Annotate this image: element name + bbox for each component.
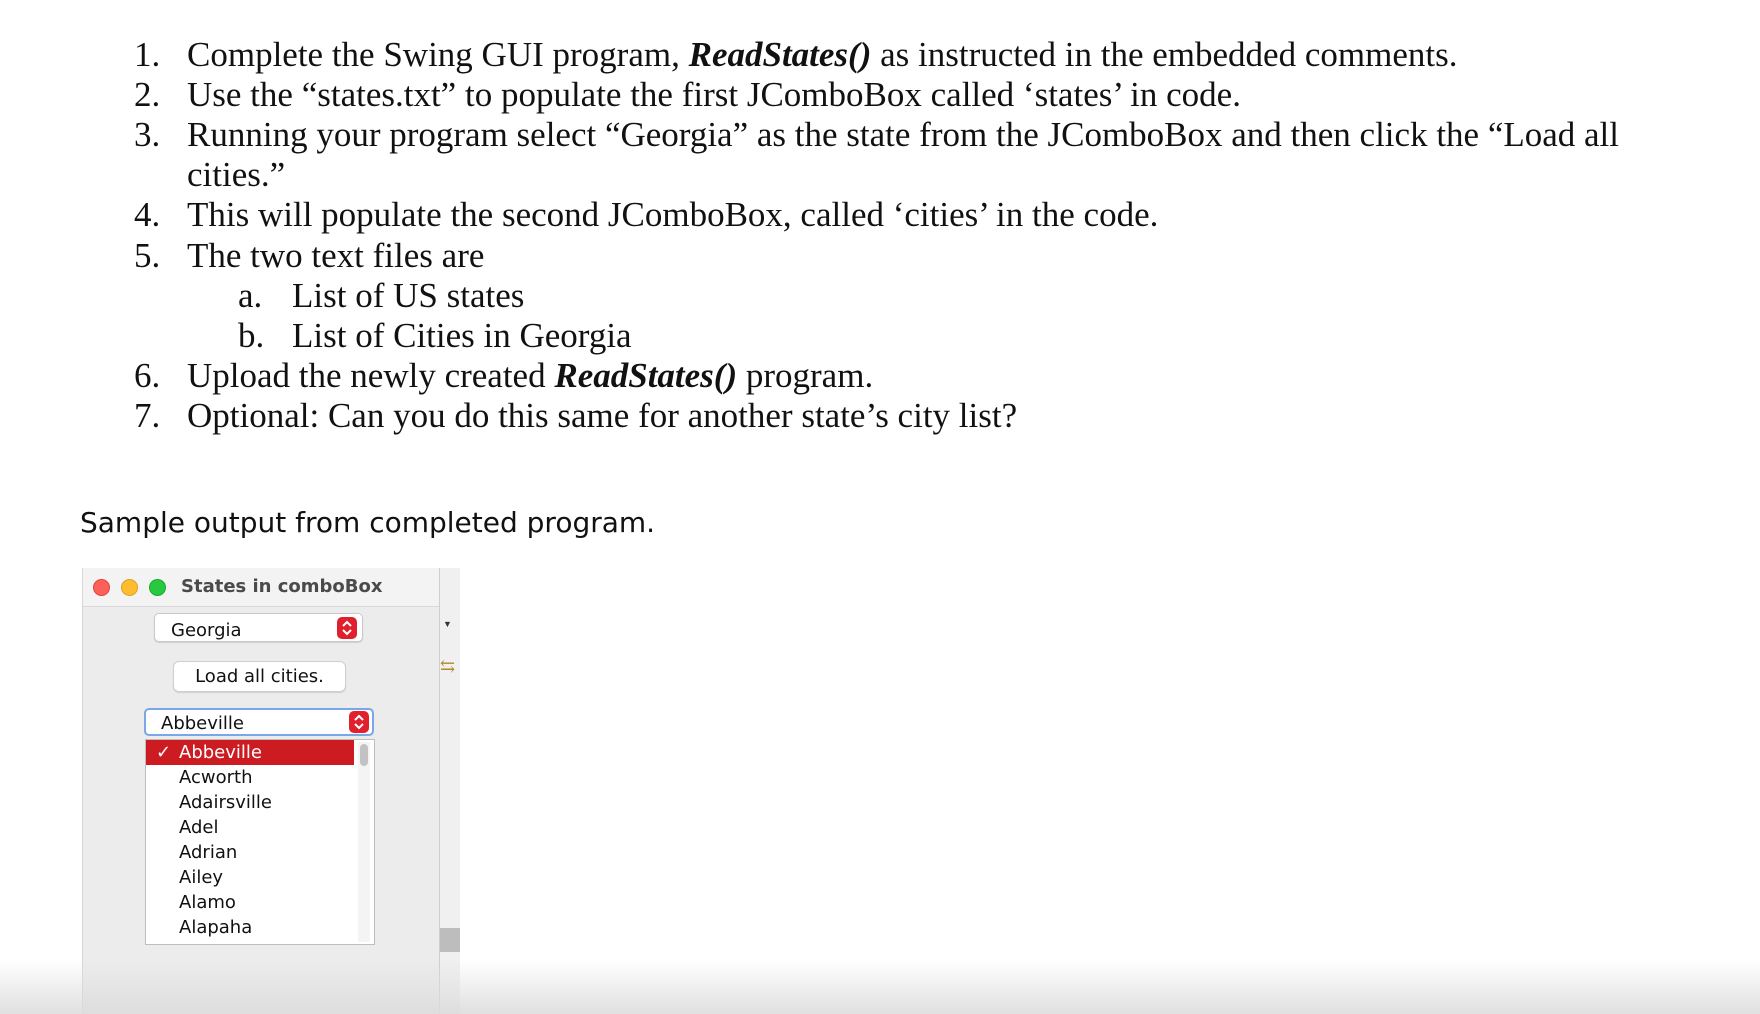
up-down-chevron-icon — [337, 617, 357, 639]
list-item[interactable]: Acworth — [179, 767, 253, 788]
list-item[interactable]: Adrian — [179, 842, 238, 863]
triangle-down-icon[interactable]: ▼ — [443, 619, 452, 629]
minimize-window-icon[interactable] — [121, 579, 138, 596]
window-titlebar — [83, 568, 440, 607]
sample-output-label: Sample output from completed program. — [80, 506, 656, 539]
scrollbar-thumb[interactable] — [360, 744, 368, 766]
list-item[interactable]: Alapaha — [179, 917, 253, 938]
maximize-window-icon[interactable] — [149, 579, 166, 596]
cities-dropdown-list — [145, 739, 375, 945]
list-item[interactable]: ✓ Abbeville — [146, 740, 354, 765]
side-scroll-block — [440, 928, 460, 952]
up-down-chevron-icon — [349, 711, 369, 733]
close-window-icon[interactable] — [93, 579, 110, 596]
checkmark-icon: ✓ — [156, 742, 172, 763]
list-item[interactable]: Ailey — [179, 867, 224, 888]
side-panel-edge — [439, 568, 460, 1014]
states-combobox[interactable]: Georgia — [154, 613, 363, 642]
swap-arrows-icon[interactable]: ⇆ — [440, 656, 456, 676]
list-scrollbar[interactable] — [358, 742, 370, 942]
bottom-shadow — [0, 960, 1760, 1014]
window-title: States in comboBox — [181, 576, 383, 597]
cities-combobox[interactable]: Abbeville — [144, 708, 374, 736]
load-all-cities-button[interactable]: Load all cities. — [173, 661, 346, 692]
app-window — [82, 568, 440, 1014]
list-item[interactable]: Adairsville — [179, 792, 272, 813]
list-item[interactable]: Alamo — [179, 892, 236, 913]
list-item[interactable]: Adel — [179, 817, 219, 838]
